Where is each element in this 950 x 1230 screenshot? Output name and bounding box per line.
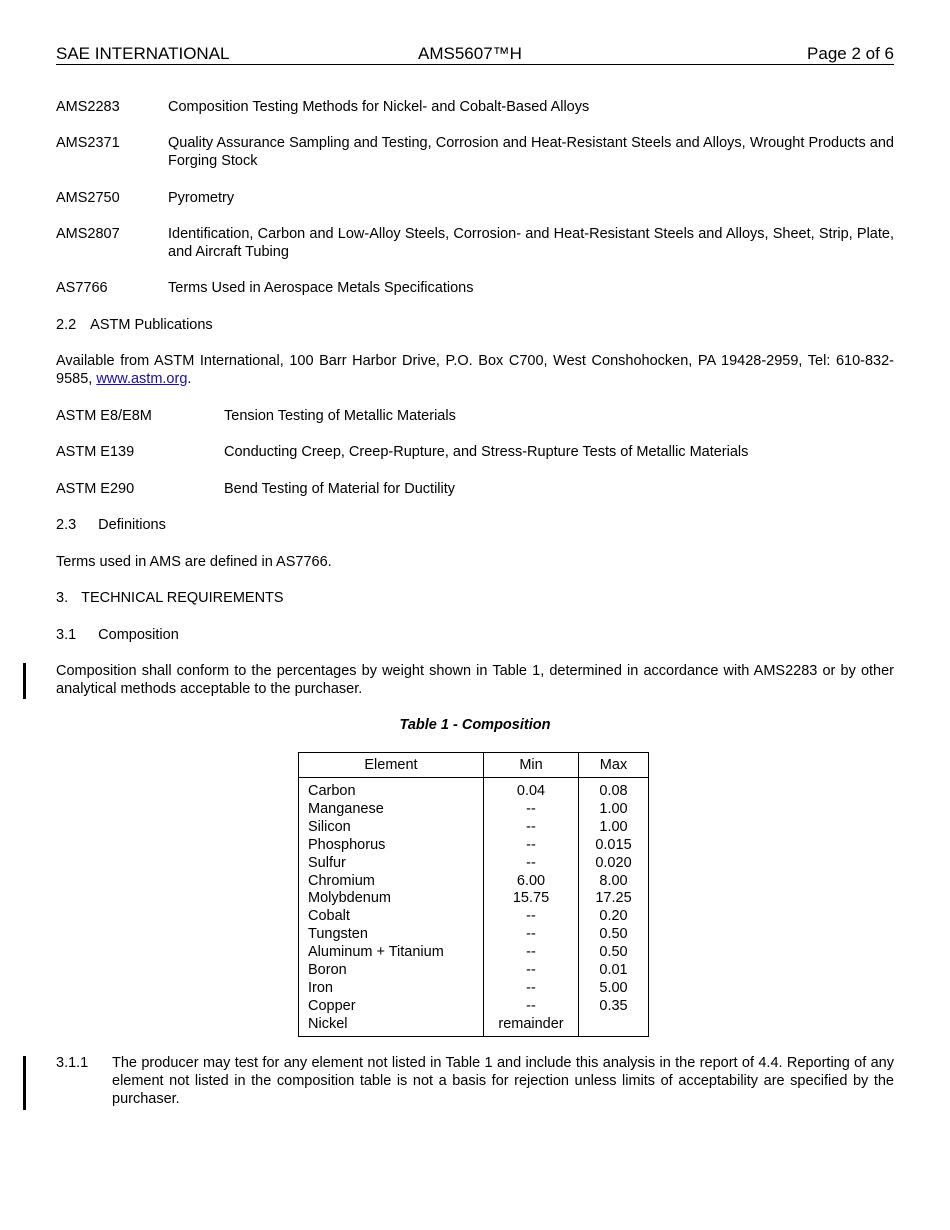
page-header: [56, 44, 894, 65]
header-org: SAE INTERNATIONAL: [56, 44, 230, 63]
table-row: Cobalt -- 0.20: [299, 908, 649, 926]
column-header-element: Element: [299, 753, 484, 778]
table-row: Tungsten -- 0.50: [299, 926, 649, 944]
reference-title: Composition Testing Methods for Nickel- and Cobalt-Based Alloys: [168, 99, 590, 115]
section-number: 3.1: [56, 627, 77, 643]
reference-title: Terms Used in Aerospace Metals Specifications: [168, 280, 474, 296]
section-title: Definitions: [98, 517, 166, 533]
section-title: Composition: [98, 627, 179, 643]
composition-paragraph: Composition shall conform to the percentages by weight shown in Table 1, determined in accordance with AMS2283 or by other analytical methods acceptable to the purchaser.: [56, 663, 894, 697]
table-row: Silicon -- 1.00: [299, 819, 649, 837]
reference-code: ASTM E290: [56, 481, 135, 497]
column-header-min: Min: [484, 753, 579, 778]
section-heading: [56, 626, 894, 644]
composition-table: [298, 752, 649, 1037]
reference-title: Conducting Creep, Creep-Rupture, and Stress-Rupture Tests of Metallic Materials: [224, 444, 749, 460]
table-row: Phosphorus -- 0.015: [299, 837, 649, 855]
reference-code: AS7766: [56, 280, 108, 296]
table-row: Boron -- 0.01: [299, 962, 649, 980]
reference-code: AMS2807: [56, 226, 120, 242]
table-row: Iron -- 5.00: [299, 980, 649, 998]
section-number: 3.1.1: [56, 1055, 89, 1071]
header-doc-id: AMS5607™H: [418, 44, 522, 63]
table-row: Carbon 0.04 0.08: [299, 778, 649, 801]
revision-change-bar: [23, 663, 26, 699]
astm-website-link[interactable]: www.astm.org: [96, 371, 188, 387]
reference-code: AMS2371: [56, 135, 120, 151]
table-row: Nickel remainder: [299, 1016, 649, 1036]
subsection-3-1-1: [56, 1054, 894, 1110]
table-caption: Table 1 - Composition: [399, 717, 551, 733]
reference-code: ASTM E139: [56, 444, 135, 460]
table-row: Copper -- 0.35: [299, 998, 649, 1016]
reference-code: AMS2283: [56, 99, 120, 115]
reference-title: Bend Testing of Material for Ductility: [224, 481, 456, 497]
section-title: TECHNICAL REQUIREMENTS: [81, 590, 284, 606]
section-number: 3.: [56, 590, 69, 606]
astm-availability-paragraph: Available from ASTM International, 100 Barr Harbor Drive, P.O. Box C700, West Conshohocken, PA 19428-2959, Tel: 610-832-9585, www.astm.org.: [56, 353, 894, 387]
section-heading: [56, 316, 894, 334]
reference-code: AMS2750: [56, 190, 120, 206]
section-heading: [56, 516, 894, 534]
table-row: Molybdenum 15.75 17.25: [299, 890, 649, 908]
table-header-row: [299, 753, 649, 778]
table-row: Chromium 6.00 8.00: [299, 873, 649, 891]
reference-title: Quality Assurance Sampling and Testing, Corrosion and Heat-Resistant Steels and Alloys, Wrought Products and Forging Stock: [168, 135, 894, 169]
column-header-max: Max: [579, 753, 649, 778]
table-row: Manganese -- 1.00: [299, 801, 649, 819]
section-title: ASTM Publications: [90, 317, 213, 333]
reference-title: Pyrometry: [168, 190, 235, 206]
reference-title: Tension Testing of Metallic Materials: [224, 408, 456, 424]
header-page-number: Page 2 of 6: [807, 44, 894, 63]
definitions-paragraph: Terms used in AMS are defined in AS7766.: [56, 554, 332, 570]
section-heading: [56, 589, 894, 607]
revision-change-bar: [23, 1056, 26, 1110]
table-row: Aluminum + Titanium -- 0.50: [299, 944, 649, 962]
section-number: 2.2: [56, 317, 77, 333]
section-number: 2.3: [56, 517, 77, 533]
reference-title: Identification, Carbon and Low-Alloy Steels, Corrosion- and Heat-Resistant Steels and Alloys, Sheet, Strip, Plate, and Aircraft Tubing: [168, 226, 894, 260]
reference-code: ASTM E8/E8M: [56, 408, 152, 424]
subsection-paragraph: The producer may test for any element not listed in Table 1 and include this analysis in the report of 4.4. Reporting of any element not listed in the composition table is not a basis for rejection unless limits of acceptability are specified by the purchaser.: [112, 1055, 894, 1107]
table-row: Sulfur -- 0.020: [299, 855, 649, 873]
